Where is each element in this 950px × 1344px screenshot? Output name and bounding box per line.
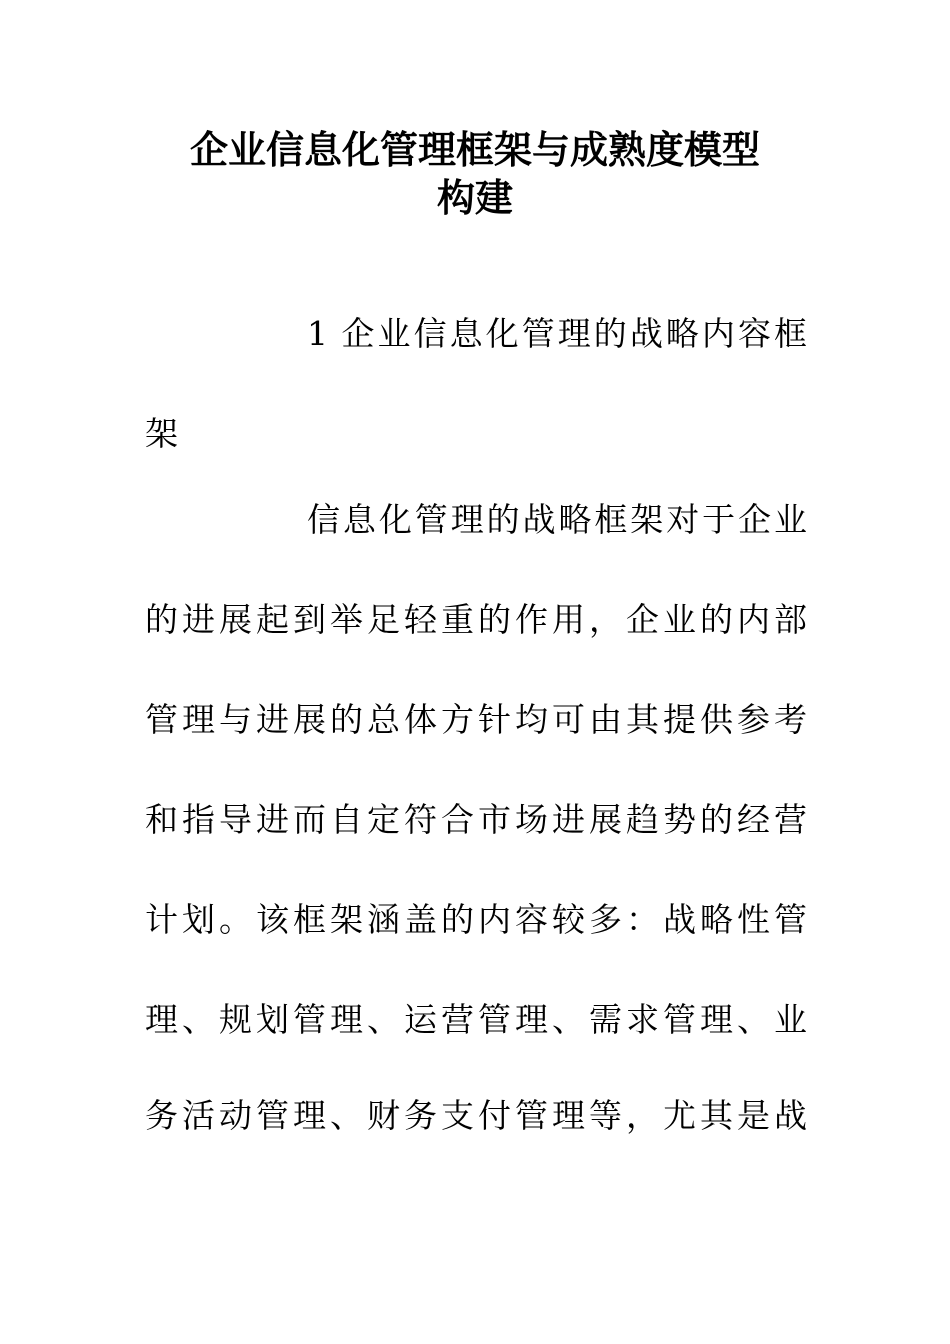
- paragraph-line-3: 管理与进展的总体方针均可由其提供参考: [145, 700, 807, 739]
- paragraph-line-7: 务活动管理、财务支付管理等，尤其是战: [145, 1096, 807, 1135]
- paragraph-line-2: 的进展起到举足轻重的作用，企业的内部: [145, 600, 807, 639]
- section-heading-line-1: 1 企业信息化管理的战略内容框: [307, 314, 807, 353]
- document-title-line-1: 企业信息化管理框架与成熟度模型: [189, 128, 760, 172]
- paragraph-line-5: 计划。该框架涵盖的内容较多：战略性管: [145, 900, 807, 939]
- paragraph-line-1: 信息化管理的战略框架对于企业: [307, 500, 807, 539]
- section-heading-line-2: 架: [145, 414, 178, 453]
- document-title-line-2: 构建: [436, 176, 513, 220]
- paragraph-line-6: 理、规划管理、运营管理、需求管理、业: [145, 1000, 807, 1039]
- paragraph-line-4: 和指导进而自定符合市场进展趋势的经营: [145, 800, 807, 839]
